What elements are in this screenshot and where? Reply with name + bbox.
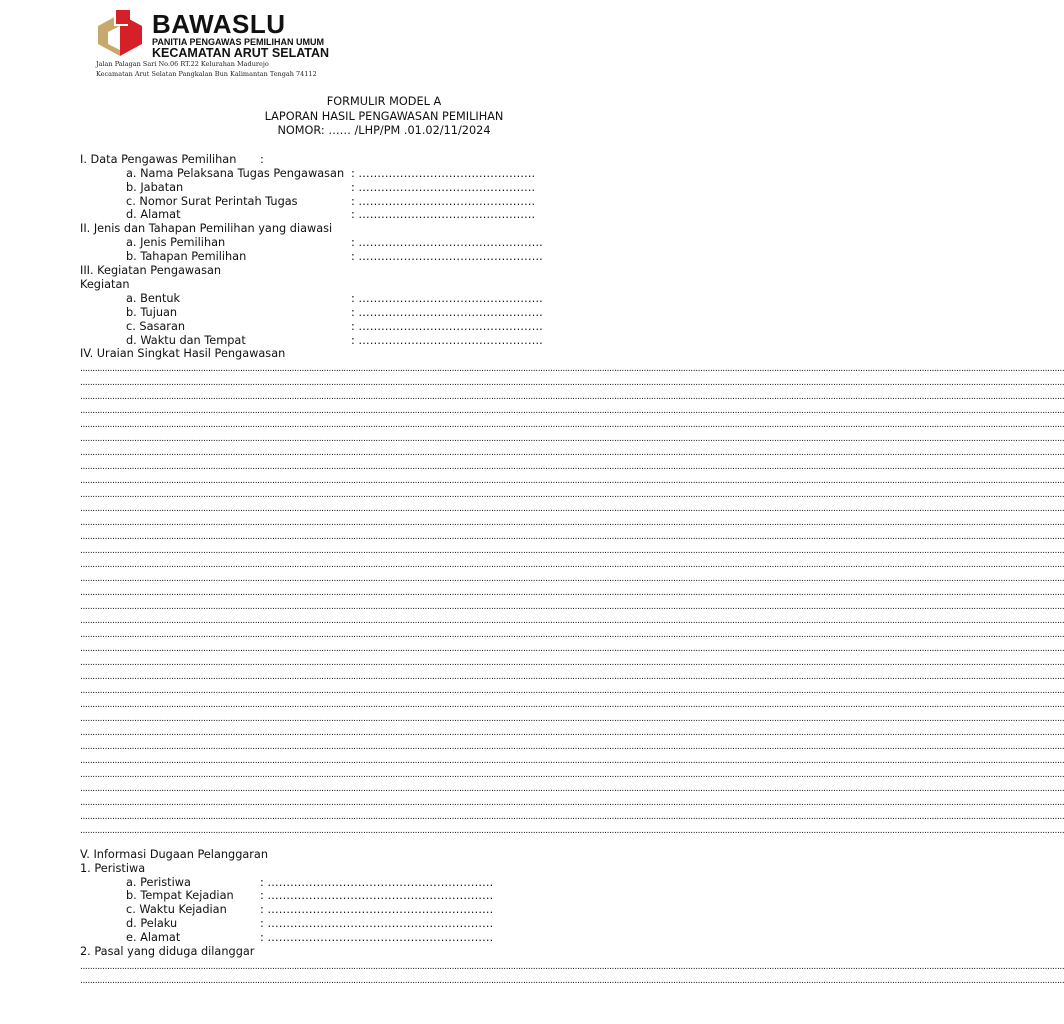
address-line2: Kecamatan Arut Selatan Pangkalan Bun Kalimantan Tengah 74112 bbox=[96, 70, 317, 78]
dotted-line: ................................................................................................................................................................................................................................................................................................................................................................................................................ bbox=[80, 490, 1064, 500]
field-label: a. Nama Pelaksana Tugas Pengawasan bbox=[126, 167, 345, 180]
dotted-line: ................................................................................................................................................................................................................................................................................................................................................................................................................ bbox=[80, 406, 1064, 416]
org-line2: KECAMATAN ARUT SELATAN bbox=[152, 46, 330, 60]
field-label: e. Alamat bbox=[126, 931, 181, 944]
dotted-line: ................................................................................................................................................................................................................................................................................................................................................................................................................ bbox=[80, 504, 1064, 514]
dotted-line: ................................................................................................................................................................................................................................................................................................................................................................................................................ bbox=[80, 574, 1064, 584]
dotted-line: ................................................................................................................................................................................................................................................................................................................................................................................................................ bbox=[80, 476, 1064, 486]
section5-sub1: 1. Peristiwa bbox=[80, 862, 146, 875]
dotted-line: ................................................................................................................................................................................................................................................................................................................................................................................................................ bbox=[80, 518, 1064, 528]
report-title: LAPORAN HASIL PENGAWASAN PEMILIHAN bbox=[264, 110, 504, 123]
dotted-line: ................................................................................................................................................................................................................................................................................................................................................................................................................ bbox=[80, 672, 1064, 682]
form-title: FORMULIR MODEL A bbox=[326, 95, 442, 108]
section3-subheading: Kegiatan bbox=[80, 278, 130, 291]
field-label: d. Pelaku bbox=[126, 917, 178, 930]
dotted-line: ................................................................................................................................................................................................................................................................................................................................................................................................................ bbox=[80, 546, 1064, 556]
dotted-line: ................................................................................................................................................................................................................................................................................................................................................................................................................ bbox=[80, 378, 1064, 388]
dotted-line: ................................................................................................................................................................................................................................................................................................................................................................................................................ bbox=[80, 770, 1064, 780]
dotted-line: ................................................................................................................................................................................................................................................................................................................................................................................................................ bbox=[80, 560, 1064, 570]
dotted-line: ................................................................................................................................................................................................................................................................................................................................................................................................................ bbox=[80, 462, 1064, 472]
dotted-line: ................................................................................................................................................................................................................................................................................................................................................................................................................ bbox=[80, 742, 1064, 752]
field-value[interactable]: : …………………………………………. bbox=[351, 236, 543, 249]
field-value[interactable]: : …………………………………………. bbox=[351, 320, 543, 333]
field-label: d. Alamat bbox=[126, 208, 181, 221]
field-label: c. Waktu Kejadian bbox=[126, 903, 227, 916]
field-value[interactable]: : …………………………………………………… bbox=[260, 917, 494, 930]
field-value[interactable]: : …………………………………………. bbox=[351, 334, 543, 347]
field-label: c. Sasaran bbox=[126, 320, 186, 333]
dotted-line: ................................................................................................................................................................................................................................................................................................................................................................................................................ bbox=[80, 630, 1064, 640]
dotted-line: ................................................................................................................................................................................................................................................................................................................................................................................................................ bbox=[80, 532, 1064, 542]
field-value[interactable]: : ……………………………………….. bbox=[351, 195, 536, 208]
dotted-line: ................................................................................................................................................................................................................................................................................................................................................................................................................ bbox=[80, 976, 1064, 986]
section1-colon: : bbox=[260, 153, 264, 166]
field-value[interactable]: : …………………………………………………… bbox=[260, 903, 494, 916]
dotted-line: ................................................................................................................................................................................................................................................................................................................................................................................................................ bbox=[80, 588, 1064, 598]
dotted-line: ................................................................................................................................................................................................................................................................................................................................................................................................................ bbox=[80, 728, 1064, 738]
dotted-line: ................................................................................................................................................................................................................................................................................................................................................................................................................ bbox=[80, 700, 1064, 710]
field-value[interactable]: : …………………………………………………… bbox=[260, 889, 494, 902]
section2-heading: II. Jenis dan Tahapan Pemilihan yang diawasi bbox=[80, 222, 333, 235]
section5-sub2: 2. Pasal yang diduga dilanggar bbox=[80, 945, 255, 958]
dotted-line: ................................................................................................................................................................................................................................................................................................................................................................................................................ bbox=[80, 420, 1064, 430]
field-value[interactable]: : ……………………………………….. bbox=[351, 208, 536, 221]
bawaslu-logo bbox=[94, 10, 146, 60]
field-label: b. Tempat Kejadian bbox=[126, 889, 234, 902]
field-label: a. Jenis Pemilihan bbox=[126, 236, 226, 249]
field-value[interactable]: : …………………………………………. bbox=[351, 292, 543, 305]
section5-heading: V. Informasi Dugaan Pelanggaran bbox=[80, 848, 269, 861]
report-number: NOMOR: …… /LHP/PM .01.02/11/2024 bbox=[277, 124, 491, 137]
dotted-line: ................................................................................................................................................................................................................................................................................................................................................................................................................ bbox=[80, 364, 1064, 374]
field-value[interactable]: : ……………………………………….. bbox=[351, 167, 536, 180]
field-value[interactable]: : ……………………………………….. bbox=[351, 181, 536, 194]
dotted-line: ................................................................................................................................................................................................................................................................................................................................................................................................................ bbox=[80, 644, 1064, 654]
dotted-line: ................................................................................................................................................................................................................................................................................................................................................................................................................ bbox=[80, 962, 1064, 972]
dotted-line: ................................................................................................................................................................................................................................................................................................................................................................................................................ bbox=[80, 602, 1064, 612]
field-label: c. Nomor Surat Perintah Tugas bbox=[126, 195, 298, 208]
section4-heading: IV. Uraian Singkat Hasil Pengawasan bbox=[80, 347, 286, 360]
field-label: b. Tahapan Pemilihan bbox=[126, 250, 247, 263]
section3-heading: III. Kegiatan Pengawasan bbox=[80, 264, 222, 277]
dotted-line: ................................................................................................................................................................................................................................................................................................................................................................................................................ bbox=[80, 812, 1064, 822]
org-name: BAWASLU bbox=[152, 9, 286, 39]
org-line1: PANITIA PENGAWAS PEMILIHAN UMUM bbox=[152, 37, 325, 47]
dotted-line: ................................................................................................................................................................................................................................................................................................................................................................................................................ bbox=[80, 448, 1064, 458]
dotted-line: ................................................................................................................................................................................................................................................................................................................................................................................................................ bbox=[80, 616, 1064, 626]
dotted-line: ................................................................................................................................................................................................................................................................................................................................................................................................................ bbox=[80, 756, 1064, 766]
field-value[interactable]: : …………………………………………. bbox=[351, 250, 543, 263]
dotted-line: ................................................................................................................................................................................................................................................................................................................................................................................................................ bbox=[80, 714, 1064, 724]
dotted-line: ................................................................................................................................................................................................................................................................................................................................................................................................................ bbox=[80, 658, 1064, 668]
dotted-line: ................................................................................................................................................................................................................................................................................................................................................................................................................ bbox=[80, 434, 1064, 444]
field-label: a. Bentuk bbox=[126, 292, 181, 305]
field-label: b. Jabatan bbox=[126, 181, 184, 194]
dotted-line: ................................................................................................................................................................................................................................................................................................................................................................................................................ bbox=[80, 392, 1064, 402]
field-value[interactable]: : …………………………………………………… bbox=[260, 931, 494, 944]
address-line1: Jalan Palagan Sari No.06 RT.22 Kelurahan Madurejo bbox=[96, 60, 269, 68]
field-label: b. Tujuan bbox=[126, 306, 178, 319]
field-value[interactable]: : …………………………………………………… bbox=[260, 876, 494, 889]
dotted-line: ................................................................................................................................................................................................................................................................................................................................................................................................................ bbox=[80, 686, 1064, 696]
dotted-line: ................................................................................................................................................................................................................................................................................................................................................................................................................ bbox=[80, 784, 1064, 794]
field-label: d. Waktu dan Tempat bbox=[126, 334, 246, 347]
section1-heading: I. Data Pengawas Pemilihan bbox=[80, 153, 237, 166]
dotted-line: ................................................................................................................................................................................................................................................................................................................................................................................................................ bbox=[80, 826, 1064, 836]
field-label: a. Peristiwa bbox=[126, 876, 191, 889]
field-value[interactable]: : …………………………………………. bbox=[351, 306, 543, 319]
dotted-line: ................................................................................................................................................................................................................................................................................................................................................................................................................ bbox=[80, 798, 1064, 808]
